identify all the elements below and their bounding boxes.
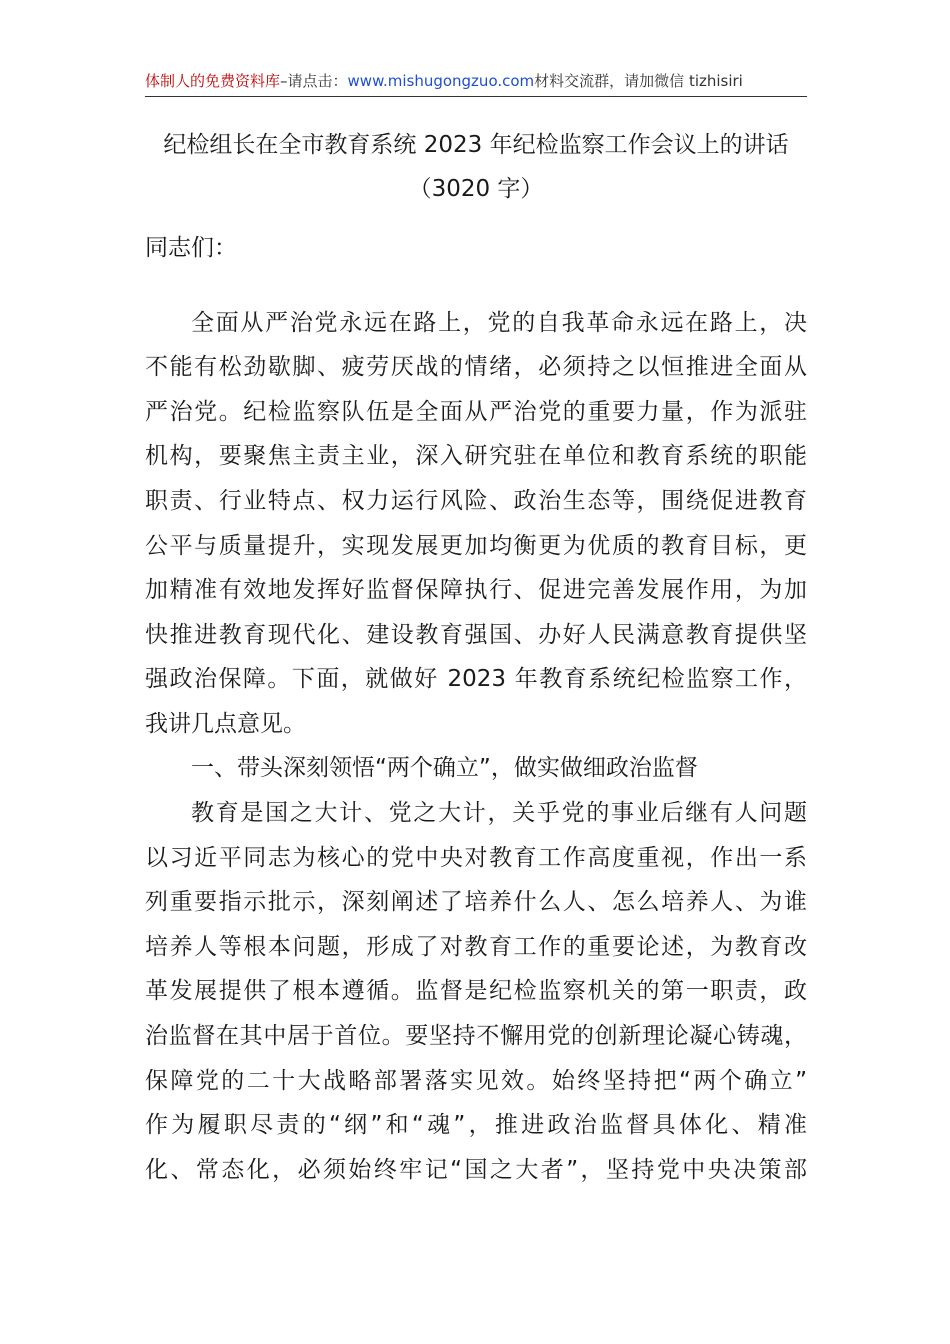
- document-word-count: （3020 字）: [408, 176, 544, 202]
- section-heading: 一、带头深刻领悟“两个确立”，做实做细政治监督: [191, 755, 698, 781]
- paragraph-line: 我讲几点意见。: [145, 711, 306, 737]
- paragraph-line: 作为履职尽责的“纲”和“魂”，推进政治监督具体化、精准: [145, 1112, 807, 1138]
- paragraph-line: 化、常态化，必须始终牢记“国之大者”，坚持党中央决策部: [145, 1157, 807, 1183]
- paragraph-line: 全面从严治党永远在路上，党的自我革命永远在路上，决: [191, 310, 807, 336]
- paragraph-line: 职责、行业特点、权力运行风险、政治生态等，围绕促进教育: [145, 488, 807, 514]
- paragraph-line: 保障党的二十大战略部署落实见效。始终坚持把“两个确立”: [145, 1068, 807, 1094]
- paragraph-line: 不能有松劲歇脚、疲劳厌战的情绪，必须持之以恒推进全面从: [145, 354, 807, 380]
- paragraph-line: 公平与质量提升，实现发展更加均衡更为优质的教育目标，更: [145, 533, 807, 559]
- page-header: [145, 68, 807, 97]
- paragraph-line: 教育是国之大计、党之大计，关乎党的事业后继有人问题: [191, 800, 807, 826]
- paragraph-line: 严治党。纪检监察队伍是全面从严治党的重要力量，作为派驻: [145, 399, 807, 425]
- header-note: 材料交流群，请加微信 tizhisiri: [534, 72, 743, 90]
- header-link[interactable]: www.mishugongzuo.com: [347, 72, 535, 90]
- salutation: 同志们：: [145, 235, 237, 261]
- header-brand: 体制人的免费资料库: [145, 72, 281, 90]
- paragraph-line: 强政治保障。下面，就做好 2023 年教育系统纪检监察工作，: [145, 666, 807, 692]
- paragraph-line: 快推进教育现代化、建设教育强国、办好人民满意教育提供坚: [145, 622, 807, 648]
- paragraph-line: 机构，要聚焦主责主业，深入研究驻在单位和教育系统的职能: [145, 443, 807, 469]
- document-title: 纪检组长在全市教育系统 2023 年纪检监察工作会议上的讲话: [163, 132, 789, 158]
- paragraph-line: 革发展提供了根本遵循。监督是纪检监察机关的第一职责，政: [145, 978, 807, 1004]
- paragraph-line: 培养人等根本问题，形成了对教育工作的重要论述，为教育改: [145, 934, 807, 960]
- paragraph-line: 列重要指示批示，深刻阐述了培养什么人、怎么培养人、为谁: [145, 889, 807, 915]
- paragraph-line: 治监督在其中居于首位。要坚持不懈用党的创新理论凝心铸魂，: [145, 1023, 807, 1049]
- header-prompt: –请点击：: [280, 72, 348, 90]
- paragraph-line: 以习近平同志为核心的党中央对教育工作高度重视，作出一系: [145, 845, 807, 871]
- paragraph-line: 加精准有效地发挥好监督保障执行、促进完善发展作用，为加: [145, 577, 807, 603]
